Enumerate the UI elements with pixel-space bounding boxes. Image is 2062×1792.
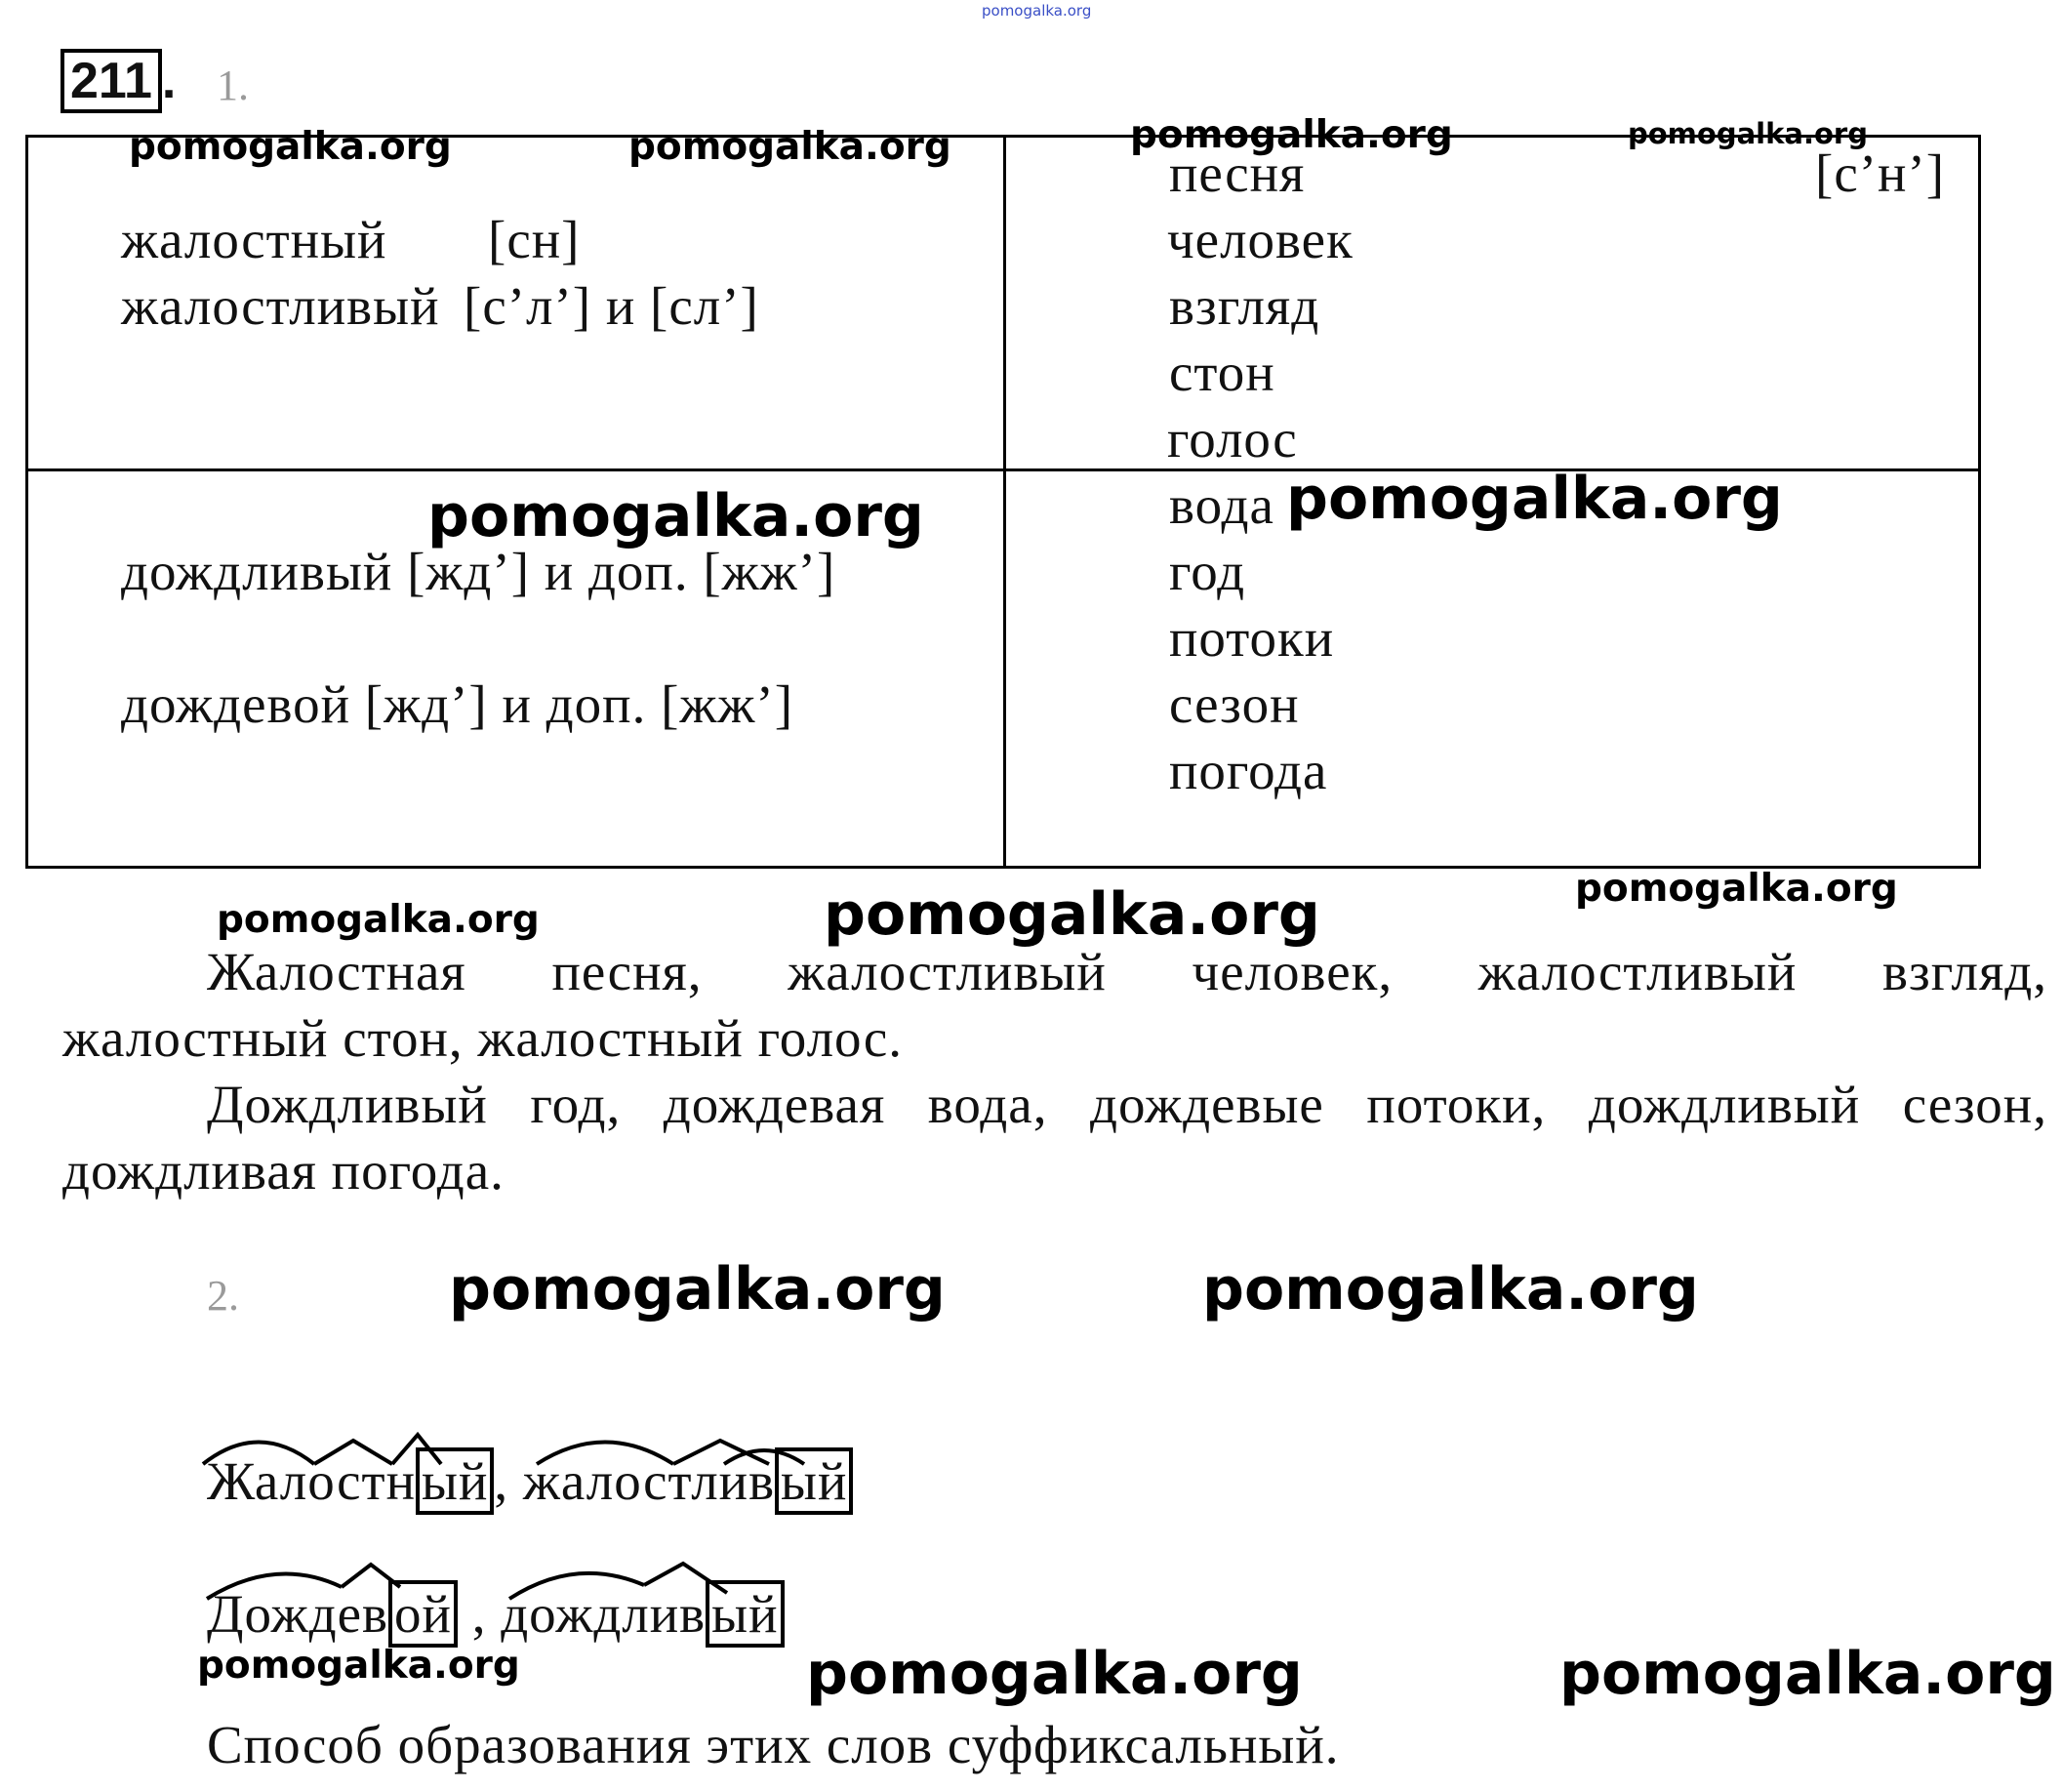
morpheme-word-4-stem: дождлив [486,1584,707,1644]
br-word-3: потоки [1169,608,1335,668]
watermark-11: pomogalka.org [1202,1255,1699,1324]
watermark-1: pomogalka.org [129,125,452,169]
bl-line-2: дождевой [жд’] и доп. [жж’] [121,674,794,734]
bl-line-1: дождливый [жд’] и доп. [жж’] [121,542,836,601]
suffix-cap-2 [392,1435,441,1464]
watermark-6: pomogalka.org [1286,465,1783,533]
watermark-4: pomogalka.org [1628,117,1868,150]
paragraph-1-line-2: жалостный стон, жалостный голос. [62,1008,904,1068]
br-word-4: сезон [1169,674,1300,734]
paragraph-2-line-2: дождливая погода. [62,1141,505,1201]
tr-word-1: песня [1169,143,1306,203]
br-word-1: вода [1169,475,1274,535]
exercise-number-box: 211 [61,49,162,113]
watermark-9: pomogalka.org [1575,867,1898,911]
morpheme-separator-2: , [457,1584,487,1644]
watermark-8: pomogalka.org [824,880,1320,949]
morpheme-word-3-stem: Дождев [207,1584,389,1644]
watermark-13: pomogalka.org [806,1640,1303,1708]
paragraph-2-line-1: Дождливый год, дождевая вода, дождевые потоки, дождливый сезон, [207,1075,2047,1134]
watermark-5: pomogalka.org [427,482,924,550]
tr-word-5: голос [1167,409,1298,468]
watermark-12: pomogalka.org [197,1644,520,1688]
root-arc-2 [537,1443,673,1465]
tl-sound-2: [с’л’] и [сл’] [464,276,759,336]
morpheme-row-2 [207,1583,785,1645]
tr-word-2: человек [1167,210,1354,269]
morpheme-word-2-stem: жалостлив [508,1451,776,1511]
tl-word-1: жалостный [121,210,387,269]
watermark-10: pomogalka.org [449,1255,946,1324]
br-word-2: год [1169,542,1246,601]
morpheme-separator-1: , [494,1451,509,1511]
conclusion-text: Способ образования этих слов суффиксальный. [207,1715,1340,1774]
exercise-number-dot: . [161,53,177,109]
watermark-3: pomogalka.org [1130,113,1453,157]
morpheme-word-1-ending: ый [416,1447,494,1515]
root-arc-1 [203,1443,314,1465]
br-word-5: погода [1169,741,1328,800]
morpheme-word-2-ending: ый [775,1447,853,1515]
watermark-14: pomogalka.org [1559,1640,2056,1708]
watermark-2: pomogalka.org [628,125,951,169]
suffix-cap-1 [314,1441,392,1464]
part2-label: 2. [207,1272,239,1320]
watermark-7: pomogalka.org [217,898,540,942]
morpheme-word-1-stem: Жалостн [207,1451,417,1511]
tr-word-4: стон [1169,343,1275,402]
watermark-top: pomogalka.org [982,2,1092,20]
paragraph-1-line-1: Жалостная песня, жалостливый человек, жалостливый взгляд, [207,942,2047,1001]
morpheme-word-3-ending: ой [388,1580,458,1648]
morpheme-word-4-ending: ый [706,1580,784,1648]
part1-label: 1. [217,61,249,109]
tr-sound: [с’н’] [1815,143,1946,203]
tr-word-3: взгляд [1169,276,1320,336]
tl-sound-1: [сн] [488,210,581,269]
tl-word-2: жалостливый [121,276,440,336]
